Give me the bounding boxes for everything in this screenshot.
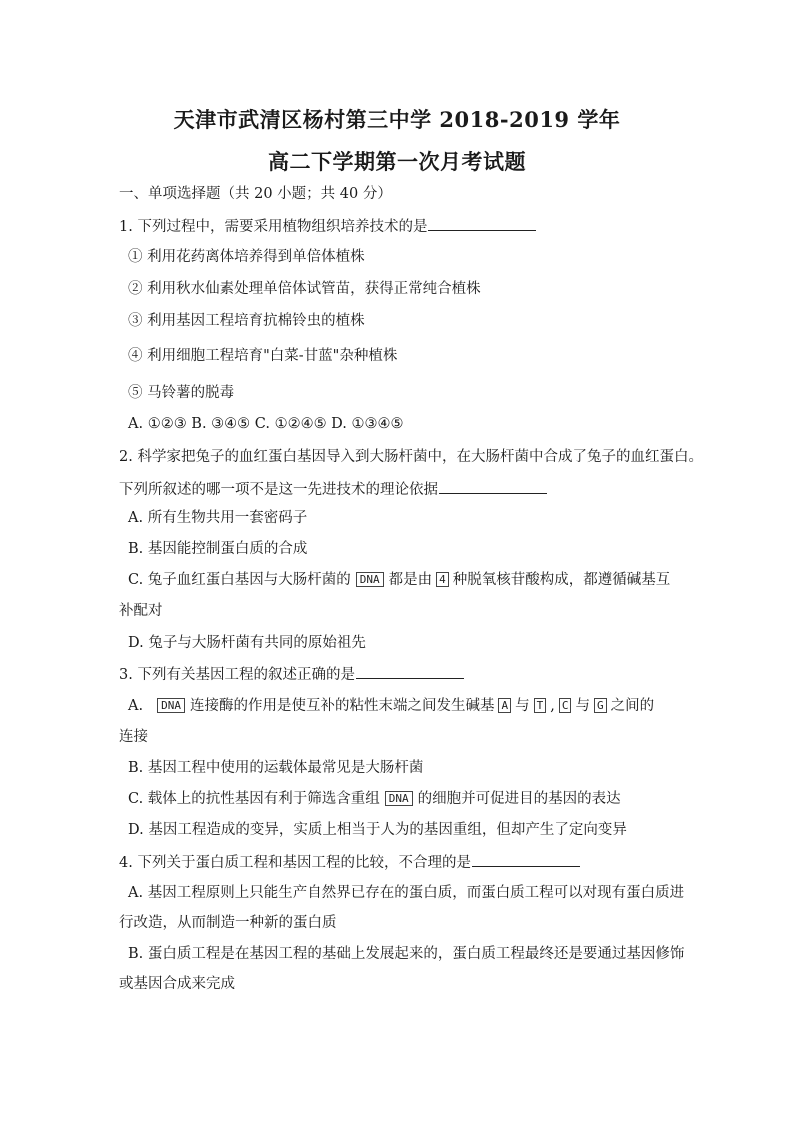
q1-item-1: ① 利用花药离体培养得到单倍体植株 bbox=[128, 249, 365, 265]
number-formula-image: 4 bbox=[436, 572, 449, 587]
q2-answer-blank bbox=[439, 479, 547, 494]
q2-option-c-text: C. 兔子血红蛋白基因与大肠杆菌的 bbox=[128, 572, 351, 588]
q1-item-5: ⑤ 马铃薯的脱毒 bbox=[128, 385, 235, 401]
q3-option-a-and-2: 与 bbox=[575, 698, 590, 714]
base-c-formula-image: C bbox=[559, 698, 572, 713]
q3-option-a-comma: , bbox=[550, 698, 555, 714]
base-t-formula-image: T bbox=[534, 698, 547, 713]
q3-option-a-continued: 连接 bbox=[119, 729, 148, 745]
q3-stem-text: 3. 下列有关基因工程的叙述正确的是 bbox=[119, 667, 355, 683]
q1-item-2: ② 利用秋水仙素处理单倍体试管苗，获得正常纯合植株 bbox=[128, 281, 481, 297]
q3-option-a-text: 连接酶的作用是使互补的粘性末端之间发生碱基 bbox=[189, 698, 495, 714]
q2-option-d: D. 兔子与大肠杆菌有共同的原始祖先 bbox=[128, 635, 366, 651]
q3-option-c-text-end: 的细胞并可促进目的基因的表达 bbox=[417, 791, 621, 807]
q2-stem-line1: 2. 科学家把兔子的血红蛋白基因导入到大肠杆菌中，在大肠杆菌中合成了兔子的血红蛋白。 bbox=[119, 449, 703, 465]
q2-option-a: A. 所有生物共用一套密码子 bbox=[128, 510, 308, 526]
q2-option-c-text-mid: 都是由 bbox=[388, 572, 433, 588]
q2-stem-text: 下列所叙述的哪一项不是这一先进技术的理论依据 bbox=[119, 482, 438, 498]
q3-option-a-label: A. bbox=[128, 698, 144, 714]
q2-option-c-continued: 补配对 bbox=[119, 603, 163, 619]
q4-stem-text: 4. 下列关于蛋白质工程和基因工程的比较，不合理的是 bbox=[119, 855, 471, 871]
section-heading: 一、单项选择题（共 20 小题；共 40 分） bbox=[119, 186, 392, 202]
q4-option-b-line2: 或基因合成来完成 bbox=[119, 976, 235, 992]
q1-item-4: ④ 利用细胞工程培育"白菜-甘蓝"杂种植株 bbox=[128, 348, 398, 364]
q2-stem-line2 bbox=[119, 479, 547, 500]
q3-option-a bbox=[128, 696, 654, 716]
q2-option-c-text-end: 种脱氧核苷酸构成，都遵循碱基互 bbox=[452, 572, 671, 588]
q4-option-a-line1: A. 基因工程原则上只能生产自然界已存在的蛋白质，而蛋白质工程可以对现有蛋白质进 bbox=[128, 885, 685, 901]
q3-stem bbox=[119, 664, 464, 685]
q1-stem-text: 1. 下列过程中，需要采用植物组织培养技术的是 bbox=[119, 219, 428, 235]
exam-title-line2: 高二下学期第一次月考试题 bbox=[268, 149, 526, 174]
base-a-formula-image: A bbox=[498, 698, 511, 713]
q4-option-a-line2: 行改造，从而制造一种新的蛋白质 bbox=[119, 915, 337, 931]
dna-formula-image: DNA bbox=[385, 791, 413, 806]
dna-formula-image: DNA bbox=[157, 698, 185, 713]
q4-stem bbox=[119, 852, 580, 873]
base-g-formula-image: G bbox=[594, 698, 607, 713]
q1-item-3: ③ 利用基因工程培育抗棉铃虫的植株 bbox=[128, 313, 365, 329]
q3-option-d: D. 基因工程造成的变异，实质上相当于人为的基因重组，但却产生了定向变异 bbox=[128, 822, 627, 838]
q3-option-a-text-end: 之间的 bbox=[610, 698, 655, 714]
q4-answer-blank bbox=[472, 852, 580, 867]
q2-option-b: B. 基因能控制蛋白质的合成 bbox=[128, 541, 308, 557]
q3-option-c bbox=[128, 789, 621, 809]
q1-options: A. ①②③ B. ③④⑤ C. ①②④⑤ D. ①③④⑤ bbox=[128, 416, 404, 432]
dna-formula-image: DNA bbox=[356, 572, 384, 587]
q4-option-b-line1: B. 蛋白质工程是在基因工程的基础上发展起来的，蛋白质工程最终还是要通过基因修饰 bbox=[128, 946, 685, 962]
q2-option-c bbox=[128, 570, 670, 590]
q3-option-a-and: 与 bbox=[515, 698, 530, 714]
q3-option-c-text: C. 载体上的抗性基因有利于筛选含重组 bbox=[128, 791, 380, 807]
q1-stem bbox=[119, 216, 536, 237]
q1-answer-blank bbox=[428, 216, 536, 231]
q3-option-b: B. 基因工程中使用的运载体最常见是大肠杆菌 bbox=[128, 760, 424, 776]
q3-answer-blank bbox=[356, 664, 464, 679]
exam-title-line1: 天津市武清区杨村第三中学 2018-2019 学年 bbox=[173, 107, 621, 132]
